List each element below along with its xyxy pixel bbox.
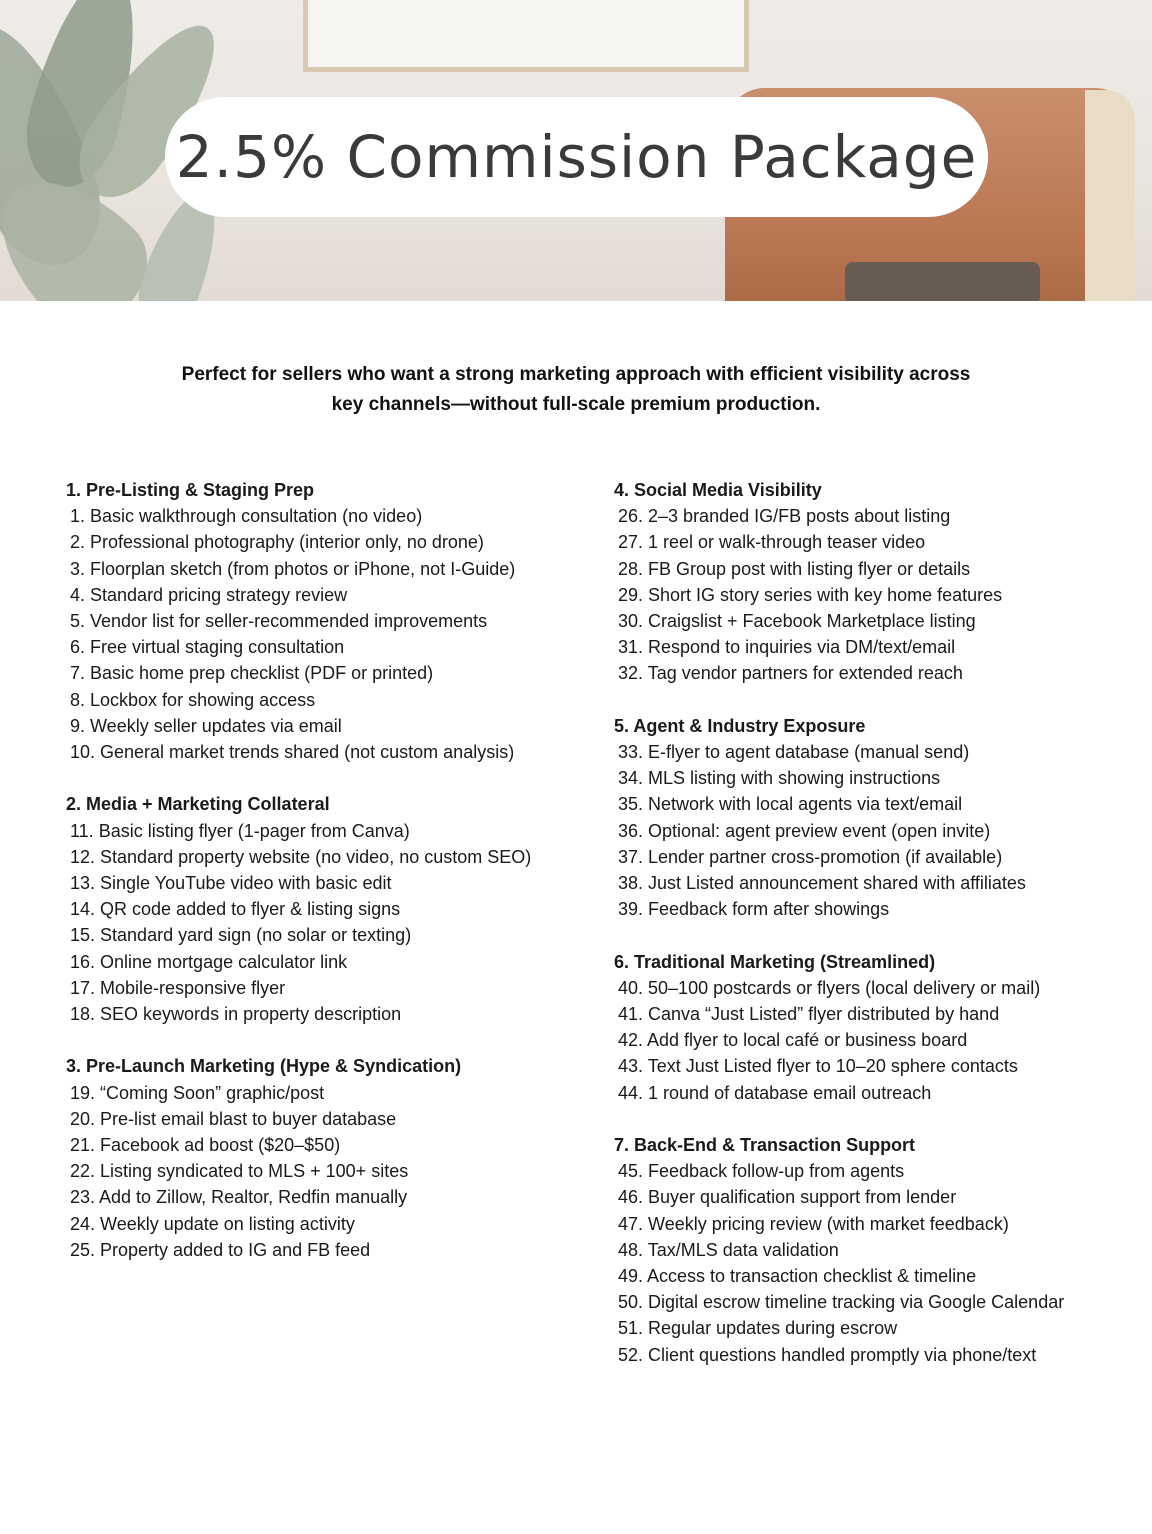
list-item: 50. Digital escrow timeline tracking via Google Calendar bbox=[618, 1292, 1065, 1313]
section bbox=[66, 1053, 596, 1263]
section bbox=[614, 477, 1134, 687]
intro-line-2: key channels—without full-scale premium production. bbox=[331, 394, 821, 415]
list-item: 28. FB Group post with listing flyer or details bbox=[618, 558, 971, 579]
left-column bbox=[66, 477, 596, 1289]
section-title: 6. Traditional Marketing (Streamlined) bbox=[614, 951, 936, 972]
list-item: 13. Single YouTube video with basic edit bbox=[70, 873, 392, 894]
section bbox=[66, 477, 596, 765]
section bbox=[66, 791, 596, 1027]
section-title: 7. Back-End & Transaction Support bbox=[614, 1135, 916, 1156]
list-item: 18. SEO keywords in property description bbox=[70, 1004, 402, 1025]
list-item: 15. Standard yard sign (no solar or texting) bbox=[70, 925, 412, 946]
list-item: 36. Optional: agent preview event (open invite) bbox=[618, 820, 991, 841]
list-item: 20. Pre-list email blast to buyer database bbox=[70, 1108, 397, 1129]
list-item: 2. Professional photography (interior only, no drone) bbox=[70, 532, 484, 553]
list-item: 33. E-flyer to agent database (manual send) bbox=[618, 742, 970, 763]
hero-banner bbox=[0, 0, 1152, 301]
list-item: 31. Respond to inquiries via DM/text/email bbox=[618, 637, 956, 658]
list-item: 46. Buyer qualification support from lender bbox=[618, 1187, 957, 1208]
list-item: 26. 2–3 branded IG/FB posts about listing bbox=[618, 506, 951, 527]
section bbox=[614, 713, 1134, 923]
section-title: 3. Pre-Launch Marketing (Hype & Syndication) bbox=[66, 1056, 462, 1077]
page-title: 2.5% Commission Package bbox=[175, 123, 978, 191]
list-item: 51. Regular updates during escrow bbox=[618, 1318, 898, 1339]
list-item: 14. QR code added to flyer & listing signs bbox=[70, 899, 401, 920]
section-title: 2. Media + Marketing Collateral bbox=[66, 794, 330, 815]
armchair-rim bbox=[1085, 90, 1135, 301]
list-item: 45. Feedback follow-up from agents bbox=[618, 1161, 905, 1182]
list-item: 23. Add to Zillow, Realtor, Redfin manually bbox=[70, 1187, 408, 1208]
list-item: 25. Property added to IG and FB feed bbox=[70, 1239, 371, 1260]
list-item: 42. Add flyer to local café or business board bbox=[618, 1030, 968, 1051]
list-item: 34. MLS listing with showing instructions bbox=[618, 768, 941, 789]
section bbox=[614, 949, 1134, 1106]
list-item: 48. Tax/MLS data validation bbox=[618, 1239, 839, 1260]
list-item: 30. Craigslist + Facebook Marketplace listing bbox=[618, 611, 976, 632]
list-item: 7. Basic home prep checklist (PDF or printed) bbox=[70, 663, 434, 684]
list-item: 39. Feedback form after showings bbox=[618, 899, 890, 920]
list-item: 4. Standard pricing strategy review bbox=[70, 584, 348, 605]
wall-picture-frame bbox=[303, 0, 749, 72]
list-item: 10. General market trends shared (not custom analysis) bbox=[70, 742, 515, 763]
list-item: 44. 1 round of database email outreach bbox=[618, 1082, 932, 1103]
list-item: 17. Mobile-responsive flyer bbox=[70, 977, 286, 998]
list-item: 27. 1 reel or walk-through teaser video bbox=[618, 532, 926, 553]
list-item: 19. “Coming Soon” graphic/post bbox=[70, 1082, 325, 1103]
list-item: 21. Facebook ad boost ($20–$50) bbox=[70, 1135, 341, 1156]
list-item: 29. Short IG story series with key home features bbox=[618, 584, 1003, 605]
list-item: 40. 50–100 postcards or flyers (local delivery or mail) bbox=[618, 977, 1041, 998]
list-item: 52. Client questions handled promptly via phone/text bbox=[618, 1344, 1037, 1365]
section bbox=[614, 1132, 1134, 1368]
list-item: 5. Vendor list for seller-recommended improvements bbox=[70, 611, 488, 632]
list-item: 38. Just Listed announcement shared with affiliates bbox=[618, 873, 1026, 894]
chair-cushion bbox=[845, 262, 1040, 301]
list-item: 8. Lockbox for showing access bbox=[70, 689, 316, 710]
list-item: 22. Listing syndicated to MLS + 100+ sites bbox=[70, 1161, 409, 1182]
intro-line-1: Perfect for sellers who want a strong marketing approach with efficient visibility across bbox=[181, 364, 971, 385]
right-column bbox=[614, 477, 1134, 1394]
list-item: 47. Weekly pricing review (with market feedback) bbox=[618, 1213, 1009, 1234]
list-item: 41. Canva “Just Listed” flyer distributed by hand bbox=[618, 1004, 1000, 1025]
list-item: 16. Online mortgage calculator link bbox=[70, 951, 348, 972]
list-item: 35. Network with local agents via text/email bbox=[618, 794, 963, 815]
list-item: 3. Floorplan sketch (from photos or iPhone, not I-Guide) bbox=[70, 558, 516, 579]
list-item: 49. Access to transaction checklist & timeline bbox=[618, 1266, 977, 1287]
intro-text bbox=[140, 360, 1012, 420]
section-title: 5. Agent & Industry Exposure bbox=[614, 715, 866, 736]
list-item: 24. Weekly update on listing activity bbox=[70, 1213, 355, 1234]
list-item: 9. Weekly seller updates via email bbox=[70, 715, 342, 736]
title-pill bbox=[165, 97, 988, 217]
list-item: 11. Basic listing flyer (1-pager from Canva) bbox=[70, 820, 410, 841]
section-title: 4. Social Media Visibility bbox=[614, 480, 822, 500]
list-item: 43. Text Just Listed flyer to 10–20 sphere contacts bbox=[618, 1056, 1018, 1077]
list-item: 37. Lender partner cross-promotion (if available) bbox=[618, 846, 1003, 867]
list-item: 6. Free virtual staging consultation bbox=[70, 637, 345, 658]
section-title: 1. Pre-Listing & Staging Prep bbox=[66, 480, 315, 500]
list-item: 12. Standard property website (no video, no custom SEO) bbox=[70, 846, 532, 867]
list-item: 1. Basic walkthrough consultation (no video) bbox=[70, 506, 423, 527]
list-item: 32. Tag vendor partners for extended reach bbox=[618, 663, 963, 684]
